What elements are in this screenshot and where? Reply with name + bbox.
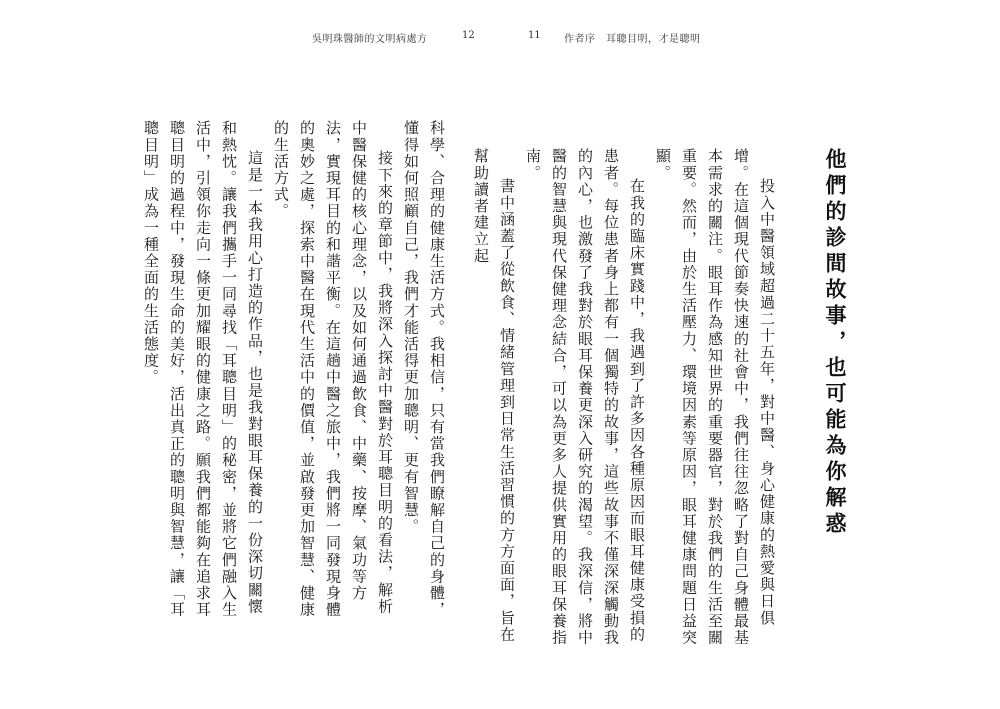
left-page-number: 12 bbox=[462, 30, 475, 41]
right-paragraph-1: 投入中醫領域超過二十五年，對中醫、身心健康的熱愛與日俱增。在這個現代節奏快速的社會中，我們往往忽略了對自己身體最基本需求的關注。眼耳作為感知世界的重要器官，對於我們的生活至關重要。然而，由於生活壓力、環境因素等原因，眼耳健康問題日益突顯。 bbox=[654, 148, 776, 646]
chapter-title: 他們的診間故事，也可能為你解惑 bbox=[823, 148, 848, 538]
right-paragraph-3: 書中涵蓋了從飲食、情緒管理到日常生活習慣的方方面面，旨在幫助讀者建立起 bbox=[472, 148, 516, 643]
left-body-text bbox=[138, 120, 450, 620]
left-paragraph-1: 科學、合理的健康生活方式。我相信，只有當我們瞭解自己的身體，懂得如何照顧自己，我們才能活得更加聰明、更有智慧。 bbox=[402, 120, 446, 618]
left-paragraph-2: 接下來的章節中，我將深入探討中醫對於耳聰目明的看法，解析中醫保健的核心理念，以及如何通過飲食、中藥、按摩、氣功等方法，實現耳目的和諧平衡。在這趟中醫之旅中，我們將一同發現身體的奧妙之處，探索中醫在現代生活中的價值，並啟發更加智慧、健康的生活方式。 bbox=[272, 120, 394, 618]
right-page-number: 11 bbox=[528, 30, 541, 41]
right-running-head: 作者序 耳聰目明，才是聰明 bbox=[564, 34, 701, 45]
right-body-text bbox=[468, 148, 780, 648]
right-page bbox=[472, 0, 1000, 709]
right-paragraph-2: 在我的臨床實踐中，我遇到了許多因各種原因而眼耳健康受損的患者。每位患者身上都有一個獨特的故事，這些故事不僅深深觸動我的內心，也激發了我對於眼耳保養更深入研究的渴望。我深信，將中醫的智慧與現代保健理念結合，可以為更多人提供實用的眼耳保養指南。 bbox=[524, 148, 646, 646]
left-running-head: 吳明珠醫師的文明病處方 bbox=[312, 34, 428, 45]
left-paragraph-3: 這是一本我用心打造的作品，也是我對眼耳保養的一份深切關懷和熱忱。讓我們攜手一同尋找「耳聰目明」的秘密，並將它們融入生活中，引領你走向一條更加耀眼的健康之路。願我們都能夠在追求耳聰目明的過程中，發現生命的美好，活出真正的聰明與智慧，讓「耳聰目明」成為一種全面的生活態度。 bbox=[142, 120, 264, 618]
